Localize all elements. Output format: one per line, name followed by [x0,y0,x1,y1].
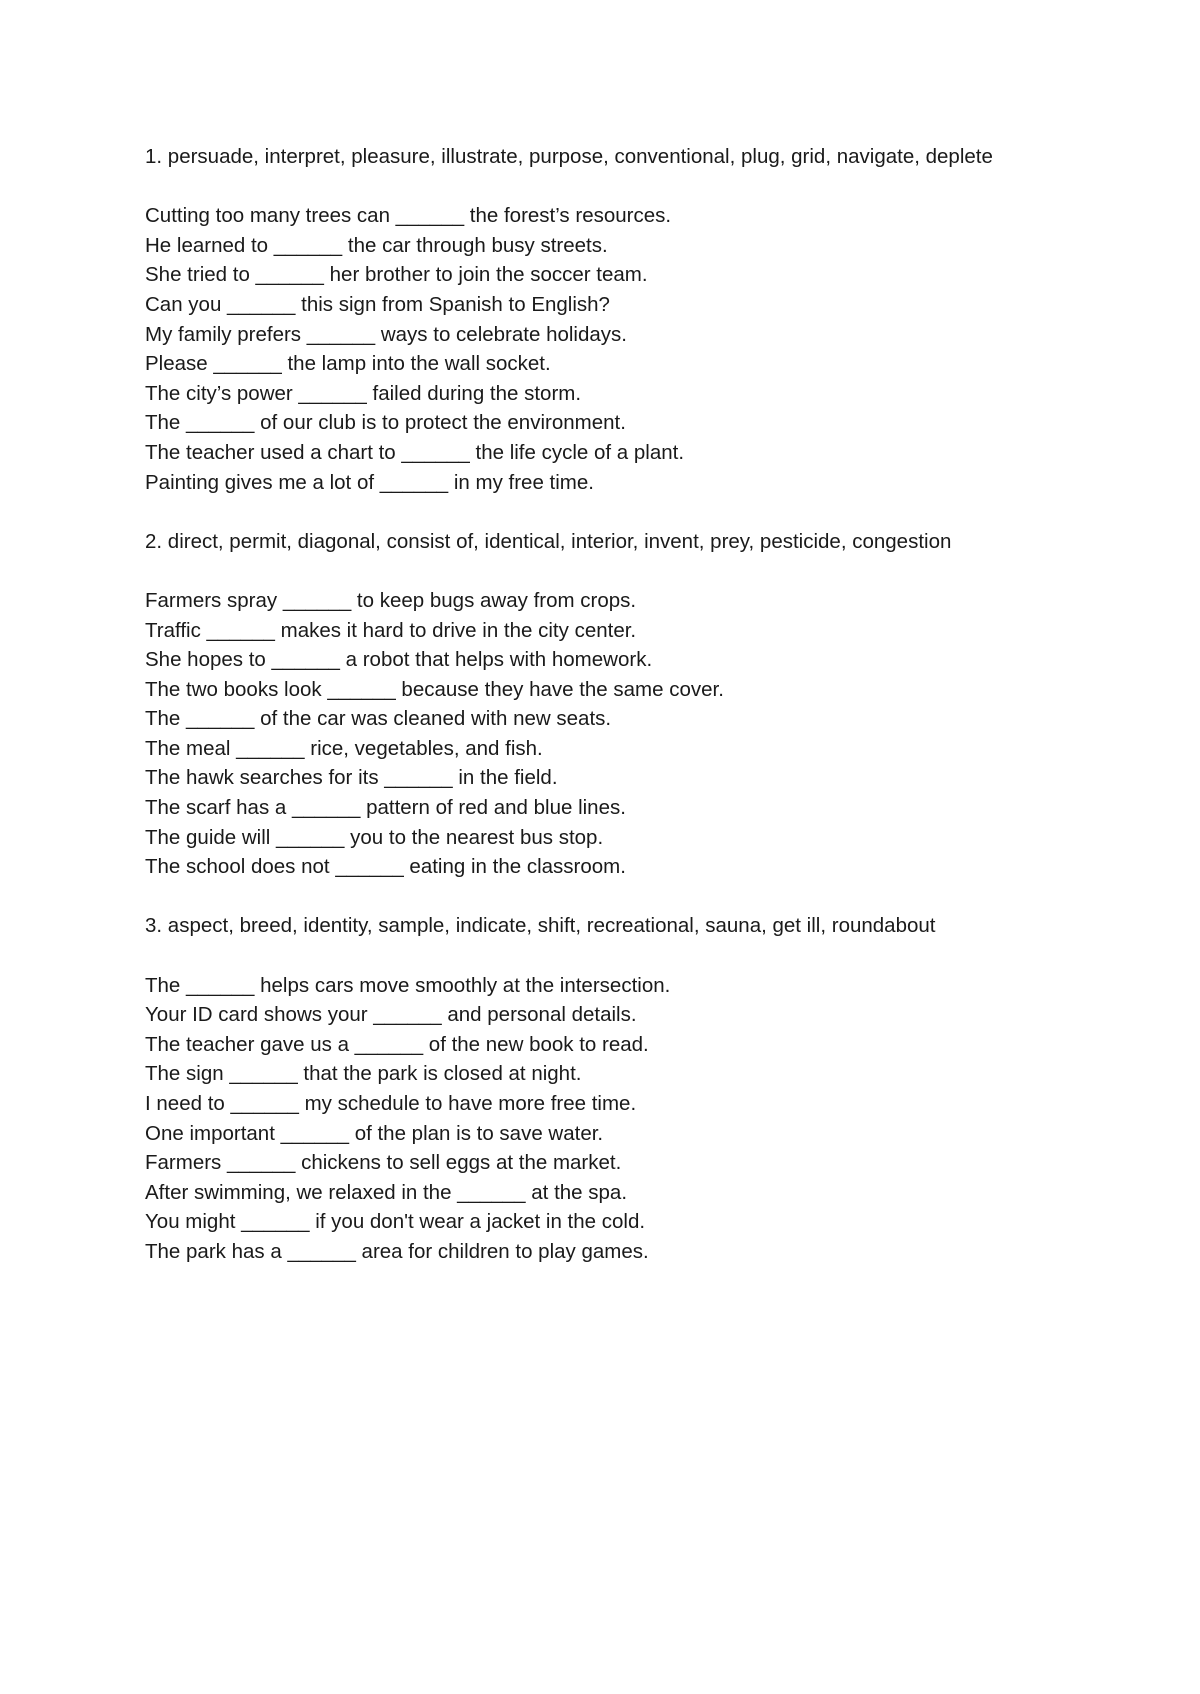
exercise-sentence: Please ______ the lamp into the wall socket. [145,352,551,376]
exercise-sentence: Can you ______ this sign from Spanish to English? [145,292,610,316]
section-1 [145,142,1045,497]
exercise-sentence: The city’s power ______ failed during the storm. [145,381,582,405]
exercise-sentence: Painting gives me a lot of ______ in my free time. [145,470,594,494]
exercise-sentence: Your ID card shows your ______ and personal details. [145,1003,637,1027]
exercise-sentence: Farmers spray ______ to keep bugs away from crops. [145,588,637,612]
exercise-sentence: The sign ______ that the park is closed at night. [145,1062,582,1086]
exercise-sentence: After swimming, we relaxed in the ______ at the spa. [145,1180,628,1204]
exercise-sentence: You might ______ if you don't wear a jacket in the cold. [145,1210,646,1234]
section-heading: 1. persuade, interpret, pleasure, illustrate, purpose, conventional, plug, grid, navigate, deplete [145,145,993,168]
worksheet-content [145,142,1045,1296]
section-3 [145,911,1045,1266]
exercise-sentence: My family prefers ______ ways to celebrate holidays. [145,322,627,346]
exercise-sentence: He learned to ______ the car through busy streets. [145,233,608,257]
exercise-sentence: Cutting too many trees can ______ the forest’s resources. [145,204,672,228]
exercise-sentence: The teacher gave us a ______ of the new book to read. [145,1032,649,1056]
exercise-sentence: The ______ of the car was cleaned with new seats. [145,707,612,731]
exercise-sentence: The two books look ______ because they have the same cover. [145,677,724,701]
exercise-sentence: The school does not ______ eating in the classroom. [145,855,626,879]
exercise-sentence: I need to ______ my schedule to have more free time. [145,1092,637,1115]
exercise-sentence: The meal ______ rice, vegetables, and fish. [145,736,543,760]
section-heading: 2. direct, permit, diagonal, consist of, identical, interior, invent, prey, pesticide, congestion [145,529,952,553]
exercise-sentence: The ______ of our club is to protect the environment. [145,411,626,435]
section-2 [145,527,1045,882]
exercise-sentence: The hawk searches for its ______ in the field. [145,766,558,790]
exercise-sentence: The scarf has a ______ pattern of red and blue lines. [145,796,626,820]
exercise-sentence: Traffic ______ makes it hard to drive in the city center. [145,618,637,642]
section-heading: 3. aspect, breed, identity, sample, indicate, shift, recreational, sauna, get ill, roundabout [145,914,936,938]
exercise-sentence: The teacher used a chart to ______ the life cycle of a plant. [145,440,685,464]
exercise-sentence: Farmers ______ chickens to sell eggs at the market. [145,1151,622,1175]
exercise-sentence: She tried to ______ her brother to join the soccer team. [145,263,648,287]
exercise-sentence: One important ______ of the plan is to save water. [145,1121,604,1145]
exercise-sentence: The ______ helps cars move smoothly at the intersection. [145,973,671,997]
exercise-sentence: She hopes to ______ a robot that helps with homework. [145,648,653,672]
exercise-sentence: The guide will ______ you to the nearest bus stop. [145,825,604,849]
exercise-sentence: The park has a ______ area for children to play games. [145,1239,649,1263]
